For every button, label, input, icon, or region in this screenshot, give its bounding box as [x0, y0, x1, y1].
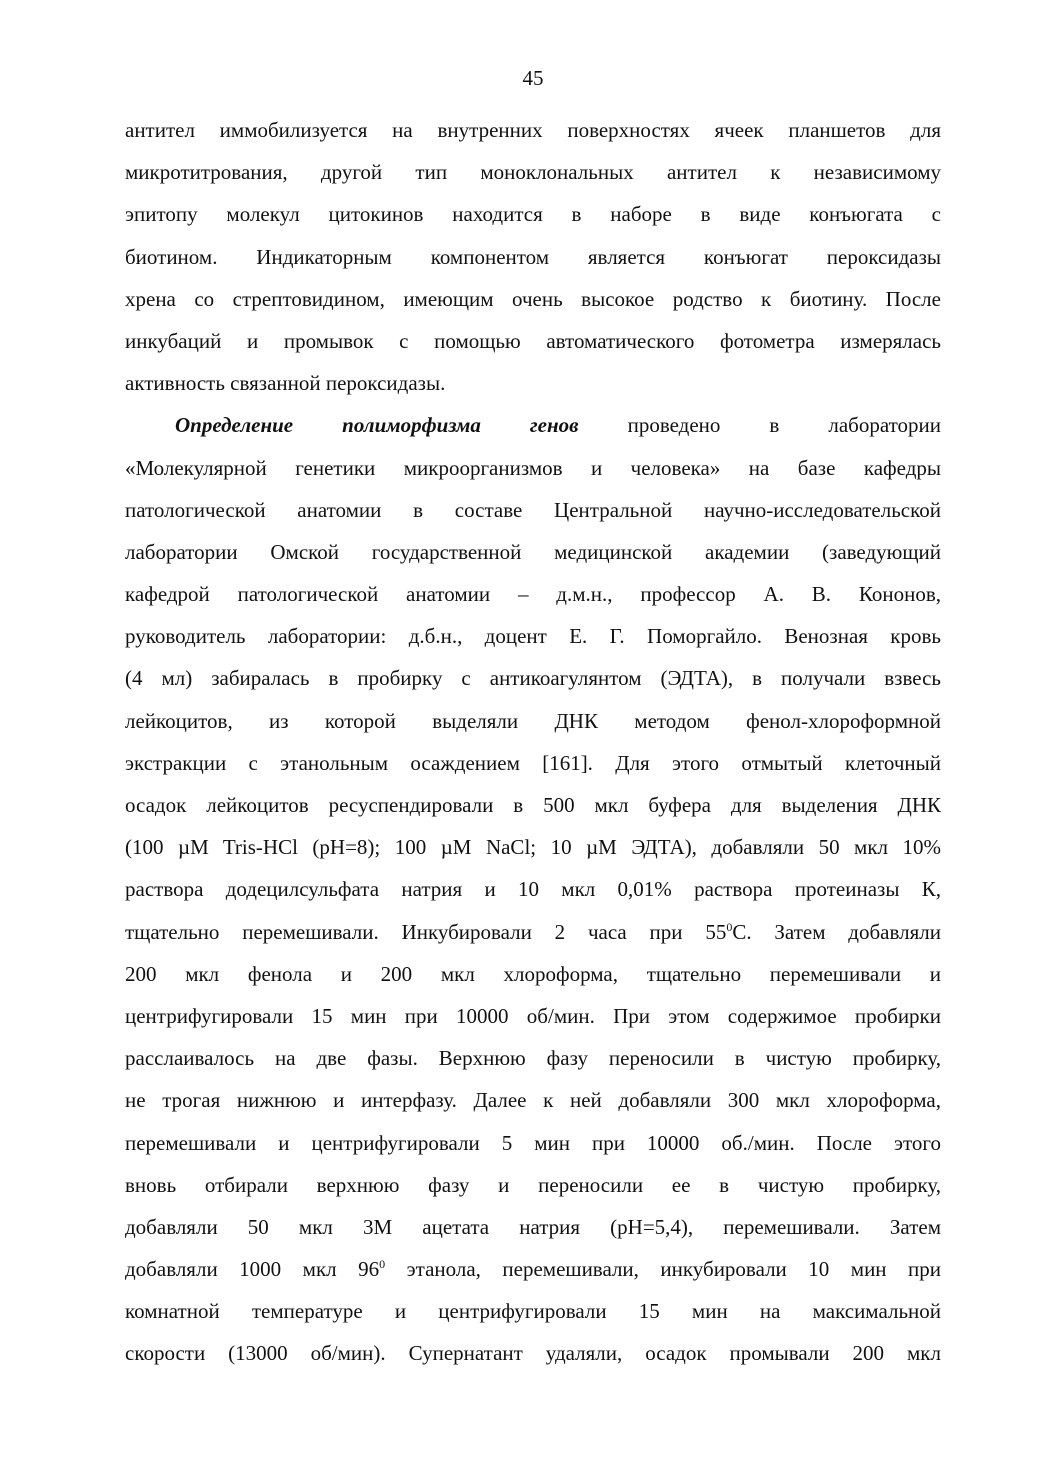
text-line: скорости (13000 об/мин). Супернатант удаляли, осадок промывали 200 мкл [125, 1341, 941, 1366]
text-line: руководитель лаборатории: д.б.н., доцент Е. Г. Поморгайло. Венозная кровь [125, 624, 941, 649]
text-fragment: тщательно перемешивали. Инкубировали 2 часа при 55 [125, 919, 727, 944]
text-line: добавляли 50 мкл 3М ацетата натрия (рН=5,4), перемешивали. Затем [125, 1214, 941, 1239]
text-line: биотином. Индикаторным компонентом является конъюгат пероксидазы [125, 244, 941, 269]
text-line: (100 µM Tris-HCl (pH=8); 100 µM NaCl; 10 µM ЭДТА), добавляли 50 мкл 10% [125, 835, 941, 860]
text-fragment: этанола, перемешивали, инкубировали 10 мин при [385, 1257, 942, 1282]
text-line: не трогая нижнюю и интерфазу. Далее к ней добавляли 300 мкл хлороформа, [125, 1088, 941, 1113]
text-line: кафедрой патологической анатомии – д.м.н., профессор А. В. Кононов, [125, 582, 941, 607]
text-fragment: С. Затем добавляли [732, 919, 941, 944]
text-line: «Молекулярной генетики микроорганизмов и человека» на базе кафедры [125, 455, 941, 480]
text-line: (4 мл) забиралась в пробирку с антикоагулянтом (ЭДТА), в получали взвесь [125, 666, 941, 691]
body-text [125, 109, 941, 1375]
superscript: 0 [379, 1257, 386, 1272]
text-line: эпитопу молекул цитокинов находится в наборе в виде конъюгата с [125, 202, 941, 227]
paragraph-first-line [125, 404, 941, 446]
text-line: 200 мкл фенола и 200 мкл хлороформа, тщательно перемешивали и [125, 961, 941, 986]
page-number: 45 [522, 66, 544, 90]
text-line: вновь отбирали верхнюю фазу и переносили ее в чистую пробирку, [125, 1172, 941, 1197]
text-line: расслаивалось на две фазы. Верхнюю фазу переносили в чистую пробирку, [125, 1046, 941, 1071]
text-fragment: проведено в лаборатории [627, 413, 942, 438]
term-heading: Определение полиморфизма генов [175, 413, 579, 438]
text-line: активность связанной пероксидазы. [125, 371, 446, 396]
text-line-with-superscript [125, 911, 941, 953]
superscript: 0 [726, 919, 733, 934]
text-line: антител иммобилизуется на внутренних поверхностях ячеек планшетов для [125, 118, 941, 142]
text-line: патологической анатомии в составе Центральной научно-исследовательской [125, 497, 941, 522]
text-line: центрифугировали 15 мин при 10000 об/мин. При этом содержимое пробирки [125, 1003, 941, 1028]
text-line: раствора додецилсульфата натрия и 10 мкл 0,01% раствора протеиназы К, [125, 877, 941, 902]
text-line-with-superscript [125, 1248, 941, 1290]
text-line: хрена со стрептовидином, имеющим очень высокое родство к биотину. После [125, 286, 941, 311]
text-line: лейкоцитов, из которой выделяли ДНК методом фенол-хлороформной [125, 708, 941, 733]
text-line: перемешивали и центрифугировали 5 мин при 10000 об./мин. После этого [125, 1130, 941, 1155]
text-line: комнатной температуре и центрифугировали 15 мин на максимальной [125, 1299, 941, 1324]
text-line: осадок лейкоцитов ресуспендировали в 500 мкл буфера для выделения ДНК [125, 793, 941, 817]
text-line: лаборатории Омской государственной медицинской академии (заведующий [125, 539, 941, 564]
text-line: экстракции с этанольным осаждением [161]. Для этого отмытый клеточный [125, 750, 941, 775]
text-line: микротитрования, другой тип моноклональных антител к независимому [125, 160, 941, 185]
text-fragment: добавляли 1000 мкл 96 [125, 1257, 380, 1282]
text-line: инкубаций и промывок с помощью автоматического фотометра измерялась [125, 328, 941, 353]
